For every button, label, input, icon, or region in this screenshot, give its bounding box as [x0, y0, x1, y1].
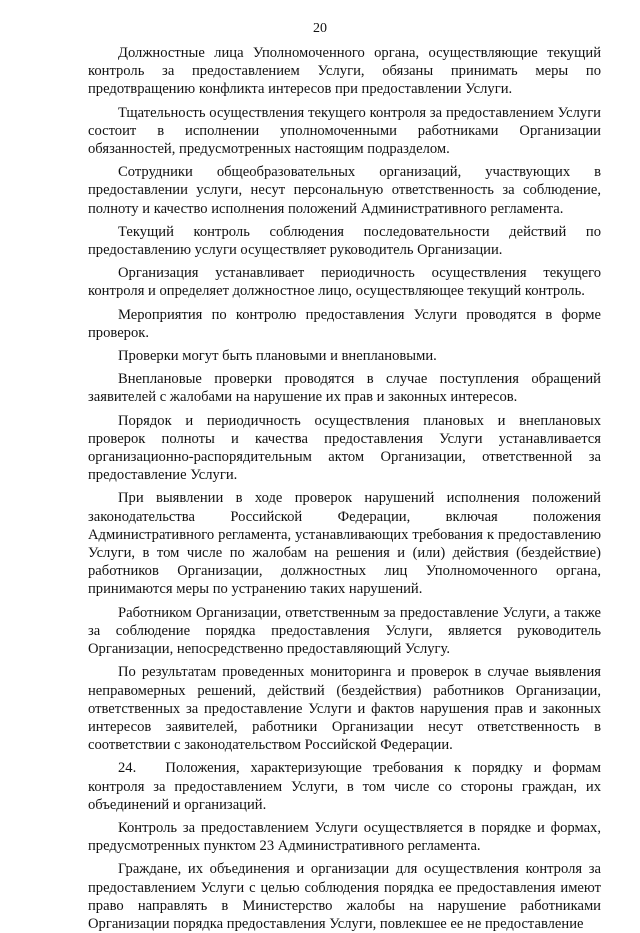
paragraph: Текущий контроль соблюдения последовательности действий по предоставлению услуги осуществляет руководитель Организации. — [88, 223, 601, 259]
paragraph: Внеплановые проверки проводятся в случае поступления обращений заявителей с жалобами на нарушение их прав и законных интересов. — [88, 371, 601, 406]
paragraph: Контроль за предоставлением Услуги осуществляется в порядке и формах, предусмотренных пунктом 23 Административного регламента. — [88, 819, 601, 855]
paragraph: Граждане, их объединения и организации для осуществления контроля за предоставлением Услуги с целью соблюдения порядка ее предоставления имеют право направлять в Министерство жалобы на нарушение работниками Организации порядка предоставления Услуги, повлекшее ее не предоставление — [88, 861, 601, 932]
paragraph: При выявлении в ходе проверок нарушений исполнения положений законодательства Российской Федерации, включая положения Административного регламента, устанавливающих требования к предоставлению Услуги, в том числе по жалобам на решения и (или) действия (бездействие) работников Организации, должностных лиц Уполномоченного органа, принимаются меры по устранению таких нарушений. — [88, 490, 601, 598]
paragraph: Мероприятия по контролю предоставления Услуги проводятся в форме проверок. — [88, 306, 601, 341]
paragraph: Сотрудники общеобразовательных организаций, участвующих в предоставлении услуги, несут персональную ответственность за соблюдение, полноту и качество исполнения положений Административного регламента. — [88, 164, 601, 217]
paragraph: Порядок и периодичность осуществления плановых и внеплановых проверок полноты и качества предоставления Услуги устанавливается организационно-распорядительным актом Организации, ответственной за предоставление Услуги. — [88, 412, 601, 484]
document-body — [88, 44, 601, 933]
paragraph: Работником Организации, ответственным за предоставление Услуги, а также за соблюдение порядка предоставления Услуги, является руководитель Организации, непосредственно предоставляющий Услугу. — [88, 604, 601, 658]
paragraph: По результатам проведенных мониторинга и проверок в случае выявления неправомерных решений, действий (бездействия) работников Организации, ответственных за предоставление Услуги и фактов нарушения прав и законных интересов заявителей, работники Организации несут ответственность в соответствии с законодательством Российской Федерации. — [88, 664, 601, 754]
paragraph: Тщательность осуществления текущего контроля за предоставлением Услуги состоит в исполнении уполномоченными работниками Организации обязанностей, предусмотренных настоящим подразделом. — [88, 104, 601, 158]
section-heading-paragraph: 24. Положения, характеризующие требования к порядку и формам контроля за предоставлением Услуги, в том числе со стороны граждан, их объединений и организаций. — [88, 760, 601, 813]
paragraph: Должностные лица Уполномоченного органа, осуществляющие текущий контроль за предоставлением Услуги, обязаны принимать меры по предотвращению конфликта интересов при предоставлении Услуги. — [88, 45, 601, 98]
paragraph: Организация устанавливает периодичность осуществления текущего контроля и определяет должностное лицо, осуществляющее текущий контроль. — [88, 265, 601, 300]
paragraph: Проверки могут быть плановыми и внеплановыми. — [118, 348, 437, 365]
page-number: 20 — [313, 21, 327, 36]
